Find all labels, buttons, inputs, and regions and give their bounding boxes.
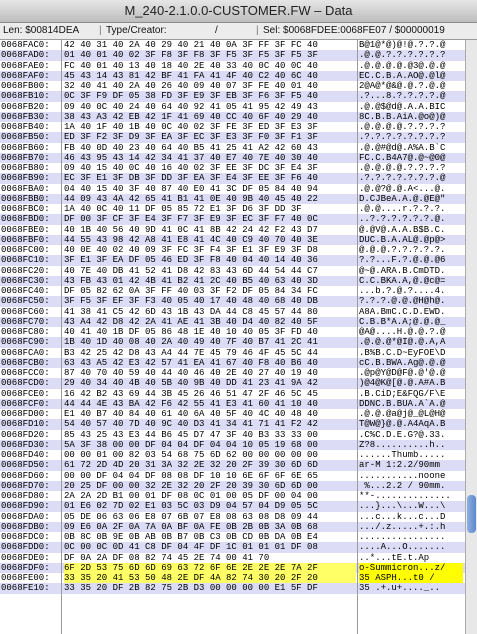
row-hex-bytes[interactable]: DF 05 82 62 0A 3F FF 40 03 3F F2 DF 05 84 34 FC bbox=[64, 286, 318, 296]
hex-row[interactable] bbox=[0, 409, 466, 419]
row-hex-bytes[interactable]: 63 43 A5 42 E3 42 57 41 EA 41 67 40 F8 40 B6 40 bbox=[64, 357, 318, 368]
row-hex-bytes[interactable]: 54 40 57 40 7D 40 9C 40 D3 41 34 41 71 41 F2 42 bbox=[64, 419, 318, 430]
row-ascii[interactable]: ....A...O....... bbox=[359, 542, 446, 553]
hex-row[interactable] bbox=[0, 91, 466, 101]
row-ascii[interactable]: ?.?.?.@.@.@H@h@. bbox=[359, 296, 446, 307]
hex-row[interactable] bbox=[0, 163, 466, 173]
row-address: 0068FC30: bbox=[1, 275, 50, 286]
row-hex-bytes[interactable]: 32 40 41 40 2A 40 26 40 09 40 07 3F FE 40 01 40 bbox=[64, 81, 318, 91]
row-ascii[interactable]: Z?8..........h.. bbox=[359, 439, 446, 450]
row-ascii[interactable]: .@.@....r.?.?.?. bbox=[359, 204, 446, 214]
hex-row[interactable] bbox=[0, 143, 466, 153]
row-address: 0068FDD0: bbox=[1, 542, 50, 553]
row-ascii[interactable]: ................ bbox=[359, 532, 446, 542]
row-address: 0068FD80: bbox=[1, 491, 50, 501]
hex-row[interactable] bbox=[0, 61, 466, 71]
row-ascii[interactable]: ?.?...F.?.@.@.@6 bbox=[359, 255, 446, 266]
row-ascii[interactable]: ..?.?.?.?.?.?.@. bbox=[359, 214, 446, 225]
row-hex-bytes[interactable]: 01 40 01 40 02 3F F8 3F F8 3F F5 3F F5 3F F5 3F bbox=[64, 50, 318, 61]
hex-row[interactable] bbox=[0, 583, 466, 593]
row-hex-bytes[interactable]: B3 42 25 42 D8 43 A4 44 7E 45 79 46 4F 45 5C 44 bbox=[64, 347, 318, 358]
row-address: 0068FC00: bbox=[1, 245, 50, 255]
hex-row[interactable] bbox=[0, 471, 466, 481]
row-ascii[interactable]: .@.@#@d@.A%A.B`C bbox=[359, 142, 446, 153]
row-hex-bytes[interactable]: 0C 00 0C 0D 41 C8 DF 04 4F DF 1C 01 01 01 DF 08 bbox=[64, 542, 318, 553]
row-ascii[interactable]: @.@.@.?.?.?.?.?. bbox=[359, 245, 446, 255]
row-hex-bytes[interactable]: 40 7E 40 DB 41 52 41 D8 42 83 43 6D 44 54 44 C7 bbox=[64, 265, 318, 276]
hex-row[interactable] bbox=[0, 358, 466, 368]
row-address: 0068FD50: bbox=[1, 460, 50, 471]
row-ascii[interactable]: .@.@?@.@.A<...@. bbox=[359, 183, 446, 194]
row-ascii[interactable]: .@p@Y@D@F@.@'@.@ bbox=[359, 368, 446, 378]
row-address: 0068FE00: bbox=[1, 573, 50, 583]
row-hex-bytes[interactable]: 5A 3F 38 00 00 DF 04 04 DF 04 04 10 05 19 68 00 bbox=[64, 439, 318, 450]
row-address: 0068FB20: bbox=[1, 101, 50, 112]
row-hex-bytes[interactable]: 61 72 2D 4D 20 31 3A 32 2E 32 20 2F 39 30 6D 6D bbox=[64, 460, 318, 471]
row-ascii[interactable]: T@W@}@.@.A4AqA.B bbox=[359, 419, 446, 430]
hex-rows[interactable] bbox=[0, 40, 466, 594]
row-ascii[interactable]: .@.@$@d@.A.A.BIC bbox=[359, 101, 446, 112]
hex-row[interactable] bbox=[0, 235, 466, 245]
row-ascii[interactable]: )@4@K@[@.@.A#A.B bbox=[359, 378, 446, 389]
hex-row[interactable] bbox=[0, 50, 466, 60]
row-ascii[interactable]: .C%C.D.E.G?@.33. bbox=[359, 429, 446, 440]
row-ascii[interactable]: .?...8.?.?.?.?.@ bbox=[359, 91, 446, 102]
row-address: 0068FBB0: bbox=[1, 193, 50, 204]
row-address: 0068FD00: bbox=[1, 409, 50, 419]
row-ascii[interactable]: .@.@.@.@.@3@.@.@ bbox=[359, 60, 446, 71]
row-hex-bytes[interactable]: 01 E6 02 7D 02 E1 03 5C 03 D9 04 57 04 D9 05 5C bbox=[64, 501, 318, 512]
row-address: 0068FCD0: bbox=[1, 378, 50, 389]
hex-row[interactable] bbox=[0, 450, 466, 460]
row-hex-bytes[interactable]: DF 0A 2A DF 08 82 74 45 2E 74 00 41 70 bbox=[64, 552, 270, 563]
row-hex-bytes[interactable]: 44 09 43 4A 42 65 41 B1 41 0E 40 9B 40 45 40 22 bbox=[64, 193, 318, 204]
hex-row[interactable] bbox=[0, 419, 466, 429]
hex-row[interactable] bbox=[0, 563, 466, 573]
hex-row[interactable] bbox=[0, 389, 466, 399]
row-address: 0068FD60: bbox=[1, 470, 50, 481]
row-ascii[interactable]: C.B.B*A.A;@.@.@_ bbox=[359, 316, 446, 327]
row-address: 0068FCB0: bbox=[1, 357, 50, 368]
hex-row[interactable] bbox=[0, 512, 466, 522]
hex-row[interactable] bbox=[0, 194, 466, 204]
row-hex-bytes[interactable]: 44 44 4E 43 BA 42 F6 42 55 41 E3 41 60 41 10 40 bbox=[64, 398, 318, 409]
row-address: 0068FD30: bbox=[1, 439, 50, 450]
row-address: 0068FD40: bbox=[1, 450, 50, 460]
row-hex-bytes[interactable]: 1A 40 1F 40 1B 40 0C 40 02 3F FE 3F ED 3F E3 3F bbox=[64, 122, 318, 132]
row-ascii[interactable]: o-Summicron...z/ bbox=[359, 563, 463, 573]
row-ascii[interactable]: .?.?.?.?.?.?.?.@ bbox=[359, 173, 446, 184]
hex-row[interactable] bbox=[0, 276, 466, 286]
row-address: 0068FB10: bbox=[1, 91, 50, 102]
row-address: 0068FB80: bbox=[1, 163, 50, 173]
hex-row[interactable] bbox=[0, 399, 466, 409]
row-hex-bytes[interactable]: 0C 3F F9 DF 05 38 FD 3F E9 3F EB 3F F6 3F F5 40 bbox=[64, 91, 318, 102]
hex-row[interactable] bbox=[0, 317, 466, 327]
hex-row[interactable] bbox=[0, 491, 466, 501]
hex-row[interactable] bbox=[0, 501, 466, 511]
row-address: 0068FDB0: bbox=[1, 521, 50, 532]
row-address: 0068FDC0: bbox=[1, 532, 50, 542]
row-address: 0068FAF0: bbox=[1, 70, 50, 81]
row-hex-bytes[interactable]: 16 42 B2 43 69 44 3B 45 26 46 51 47 2F 46 5C 45 bbox=[64, 388, 318, 399]
row-address: 0068FB90: bbox=[1, 173, 50, 184]
selection-readout: Sel: $0068FDEE:0068FE07 / $00000019 bbox=[263, 25, 445, 36]
row-address: 0068FC70: bbox=[1, 316, 50, 327]
row-address: 0068FCC0: bbox=[1, 368, 50, 378]
hex-row[interactable] bbox=[0, 112, 466, 122]
row-hex-bytes[interactable]: 38 43 A3 42 EB 42 1F 41 69 40 CC 40 6F 40 29 40 bbox=[64, 111, 318, 122]
row-hex-bytes[interactable]: 20 25 DF 00 00 32 2E 32 20 2F 20 39 30 6D 6D 00 bbox=[64, 480, 318, 491]
row-address: 0068FBE0: bbox=[1, 224, 50, 235]
row-address: 0068FB70: bbox=[1, 152, 50, 163]
hex-row[interactable] bbox=[0, 307, 466, 317]
row-hex-bytes[interactable]: 1B 40 1D 40 08 40 2A 40 49 40 7F 40 B7 41 2C 41 bbox=[64, 337, 318, 348]
row-ascii[interactable]: .?.?.?.?.?.?.?.? bbox=[359, 132, 446, 143]
row-address: 0068FAD0: bbox=[1, 50, 50, 61]
row-hex-bytes[interactable]: 3F E1 3F EA DF 05 46 ED 3F F8 40 04 40 14 40 36 bbox=[64, 255, 318, 266]
row-hex-bytes[interactable]: 45 43 14 43 81 42 BF 41 FA 41 4F 40 C2 40 6C 40 bbox=[64, 70, 318, 81]
row-hex-bytes[interactable]: 09 40 0C 40 24 40 64 40 92 41 05 41 95 42 49 43 bbox=[64, 101, 318, 112]
row-hex-bytes[interactable]: E1 40 B7 40 84 40 61 40 6A 40 5F 40 4C 40 48 40 bbox=[64, 409, 318, 419]
row-hex-bytes[interactable]: 6F 2D 53 75 6D 6D 69 63 72 6F 6E 2E 2E 2E 7A 2F bbox=[64, 563, 356, 573]
row-ascii[interactable]: DDNC.B.BUA.A`A.@ bbox=[359, 398, 446, 409]
row-ascii[interactable]: 2@A@*@&@.@.?.@.@ bbox=[359, 81, 446, 91]
hex-row[interactable] bbox=[0, 542, 466, 552]
row-address: 0068FD90: bbox=[1, 501, 50, 512]
hex-row[interactable] bbox=[0, 327, 466, 337]
row-address: 0068FCA0: bbox=[1, 347, 50, 358]
row-ascii[interactable]: .@.@.?.?.?.?.?.? bbox=[359, 50, 446, 61]
row-hex-bytes[interactable]: 3F F5 3F EF 3F F3 40 05 40 17 40 48 40 68 40 DB bbox=[64, 296, 318, 307]
row-ascii[interactable]: .B%B.C.D~EyFOE\D bbox=[359, 347, 446, 358]
scrollbar-thumb[interactable] bbox=[467, 495, 476, 533]
row-address: 0068FDE0: bbox=[1, 552, 50, 563]
row-hex-bytes[interactable]: FB 40 0D 40 23 40 64 40 B5 41 25 41 A2 42 60 43 bbox=[64, 142, 318, 153]
row-hex-bytes[interactable]: 1A 40 0C 40 11 DF 05 85 72 E1 3F D6 3F DD 3F bbox=[64, 204, 302, 214]
hex-row[interactable] bbox=[0, 255, 466, 265]
row-hex-bytes[interactable]: 40 1B 40 56 40 9D 41 0C 41 8B 42 24 42 F2 43 D7 bbox=[64, 224, 318, 235]
row-ascii[interactable]: .@.@.@.@.?.?.?.? bbox=[359, 122, 446, 132]
row-hex-bytes[interactable]: 33 35 20 41 53 50 48 2E DF 4A 82 74 30 20 2F 20 bbox=[64, 573, 356, 583]
hex-row[interactable] bbox=[0, 440, 466, 450]
hex-row[interactable] bbox=[0, 368, 466, 378]
row-ascii[interactable]: @A@....H.@.@.?.@ bbox=[359, 327, 446, 337]
row-address: 0068FBA0: bbox=[1, 183, 50, 194]
hex-row[interactable] bbox=[0, 132, 466, 142]
row-hex-bytes[interactable]: 41 38 41 C5 42 6D 43 1B 43 DA 44 C8 45 57 44 80 bbox=[64, 306, 318, 317]
type-creator-slash: / bbox=[215, 25, 218, 36]
address-divider bbox=[61, 40, 62, 634]
type-creator-label: Type/Creator: bbox=[106, 25, 167, 36]
row-address: 0068FBF0: bbox=[1, 234, 50, 245]
hex-row[interactable] bbox=[0, 573, 466, 583]
hex-row[interactable] bbox=[0, 71, 466, 81]
row-address: 0068FBD0: bbox=[1, 214, 50, 225]
row-ascii[interactable]: .@.@.@*@I@.@.A,A bbox=[359, 337, 446, 348]
hex-row[interactable] bbox=[0, 173, 466, 183]
row-hex-bytes[interactable]: 43 FB 43 01 42 4B 41 B2 41 2C 40 B5 40 63 40 3D bbox=[64, 275, 318, 286]
window-title: M_240-2.1.0.0-CUSTOMER.FW – Data bbox=[124, 3, 353, 18]
row-hex-bytes[interactable]: 43 A4 42 D8 42 2A 41 AE 41 3B 40 D4 40 82 40 5F bbox=[64, 316, 318, 327]
row-address: 0068FBC0: bbox=[1, 204, 50, 214]
row-hex-bytes[interactable]: 40 41 40 1B DF 05 86 48 1E 40 10 40 05 3F FD 40 bbox=[64, 327, 318, 337]
row-address: 0068FC20: bbox=[1, 265, 50, 276]
row-address: 0068FC50: bbox=[1, 296, 50, 307]
hex-row[interactable] bbox=[0, 522, 466, 532]
row-hex-bytes[interactable]: 05 DE 06 63 06 E8 07 6B 07 E8 08 63 08 D8 09 44 bbox=[64, 511, 318, 522]
row-ascii[interactable]: A8A.BmC.C.D.EWD. bbox=[359, 306, 446, 317]
row-hex-bytes[interactable]: 29 40 34 40 4B 40 5B 40 9B 40 DD 41 23 41 9A 42 bbox=[64, 378, 318, 389]
hex-row[interactable] bbox=[0, 245, 466, 255]
row-address: 0068FB50: bbox=[1, 132, 50, 143]
hex-row[interactable] bbox=[0, 348, 466, 358]
hex-row[interactable] bbox=[0, 286, 466, 296]
hex-view[interactable] bbox=[0, 40, 477, 634]
row-ascii[interactable]: ......Thumb..... bbox=[359, 450, 446, 460]
row-address: 0068FD10: bbox=[1, 419, 50, 430]
row-address: 0068FDF0: bbox=[1, 562, 50, 573]
row-hex-bytes[interactable]: 87 40 70 40 59 40 44 40 46 40 2E 40 27 40 19 40 bbox=[64, 368, 318, 378]
vertical-scrollbar[interactable] bbox=[465, 40, 477, 634]
row-ascii[interactable]: 35 .+.u+...._.. bbox=[359, 583, 441, 594]
info-bar bbox=[0, 23, 477, 40]
row-address: 0068FC60: bbox=[1, 306, 50, 317]
hex-row[interactable] bbox=[0, 296, 466, 306]
hex-row[interactable] bbox=[0, 204, 466, 214]
row-address: 0068FC80: bbox=[1, 327, 50, 337]
row-address: 0068FAE0: bbox=[1, 60, 50, 71]
hex-row[interactable] bbox=[0, 337, 466, 347]
hex-row[interactable] bbox=[0, 40, 466, 50]
row-ascii[interactable]: ...}...\...W...\ bbox=[359, 501, 446, 512]
row-address: 0068FAC0: bbox=[1, 40, 50, 50]
row-hex-bytes[interactable]: DF 00 3F CF 3F E4 3F F7 3F E9 3F EC 3F F7 40 0C bbox=[64, 214, 318, 225]
row-hex-bytes[interactable]: 09 E6 0A 2F 0A 7A 0A BF 0A FE 0B 2B 0B 3A 0B 68 bbox=[64, 521, 318, 532]
row-hex-bytes[interactable]: 33 35 20 DF 2B 82 75 2B D3 00 00 00 00 E1 5F DF bbox=[64, 583, 318, 594]
row-hex-bytes[interactable]: 44 55 43 98 42 A8 41 E8 41 4C 40 C9 40 70 40 3E bbox=[64, 234, 318, 245]
row-hex-bytes[interactable]: FC 40 01 40 13 40 18 40 2E 40 33 40 0C 40 0C 40 bbox=[64, 60, 318, 71]
row-ascii[interactable]: **-.............. bbox=[359, 491, 451, 501]
row-ascii[interactable]: ..*...tE.t.Ap bbox=[359, 552, 430, 563]
hex-row[interactable] bbox=[0, 430, 466, 440]
row-ascii[interactable]: cC.B.BWA.Ag@.@.@ bbox=[359, 357, 446, 368]
hex-row[interactable] bbox=[0, 266, 466, 276]
row-hex-bytes[interactable]: 40 0E 40 02 40 09 3F FC 3F F4 3F E1 3F E9 3F D8 bbox=[64, 245, 318, 255]
hex-row[interactable] bbox=[0, 460, 466, 470]
row-ascii[interactable]: ...c...k...c...D bbox=[359, 511, 446, 522]
row-ascii[interactable]: 8C.B.B.AiA.@o@)@ bbox=[359, 111, 446, 122]
hex-row[interactable] bbox=[0, 553, 466, 563]
row-address: 0068FD70: bbox=[1, 480, 50, 491]
length-readout: Len: $00814DEA bbox=[3, 25, 80, 36]
hex-row[interactable] bbox=[0, 81, 466, 91]
row-hex-bytes[interactable]: 00 00 DF 04 04 DF 08 08 DF 10 10 6E 6F 6F 6E 65 bbox=[64, 470, 318, 481]
separator: | bbox=[99, 25, 102, 36]
row-address: 0068FDA0: bbox=[1, 511, 50, 522]
row-address: 0068FC10: bbox=[1, 255, 50, 266]
row-ascii[interactable]: @~@.ARA.B.CmDTD. bbox=[359, 265, 446, 276]
row-hex-bytes[interactable]: 85 43 25 43 E3 44 B6 45 D7 47 3F 40 B3 33 33 00 bbox=[64, 429, 318, 440]
row-hex-bytes[interactable]: 42 40 31 40 2A 40 29 40 21 40 0A 3F FF 3F FC 40 bbox=[64, 40, 318, 50]
window-title-bar[interactable] bbox=[0, 0, 477, 23]
row-ascii[interactable]: %...2.2 / 90mm. bbox=[359, 480, 446, 491]
hex-row[interactable] bbox=[0, 225, 466, 235]
ascii-divider bbox=[357, 40, 358, 634]
row-hex-bytes[interactable]: EC 3F E1 3F DB 3F DD 3F EA 3F E4 3F EE 3F F6 40 bbox=[64, 173, 318, 184]
row-ascii[interactable]: .@.@.@a@j@_@L@H@ bbox=[359, 409, 446, 419]
row-hex-bytes[interactable]: 09 40 15 40 0C 40 16 40 02 3F EE 3F DC 3F E4 3F bbox=[64, 163, 318, 173]
hex-row[interactable] bbox=[0, 153, 466, 163]
row-address: 0068FB00: bbox=[1, 81, 50, 91]
row-hex-bytes[interactable]: 0B 8C 0B 9E 0B AB 0B B7 0B C3 0B CD 0B DA 0B E4 bbox=[64, 532, 318, 542]
row-address: 0068FE10: bbox=[1, 583, 50, 594]
row-ascii[interactable]: 35 ASPH...t0 / bbox=[359, 573, 463, 583]
hex-row[interactable] bbox=[0, 481, 466, 491]
hex-row[interactable] bbox=[0, 214, 466, 224]
row-ascii[interactable]: .@.@.@.@.?.?.?.? bbox=[359, 163, 446, 173]
row-ascii[interactable]: ar-M 1:2.2/90mm bbox=[359, 460, 441, 471]
row-address: 0068FCE0: bbox=[1, 388, 50, 399]
row-ascii[interactable]: C.C.BKA.A,@.@c@= bbox=[359, 275, 446, 286]
row-address: 0068FCF0: bbox=[1, 398, 50, 409]
row-address: 0068FB60: bbox=[1, 142, 50, 153]
row-ascii[interactable]: FC.C.B4A7@.@~@0@ bbox=[359, 152, 446, 163]
hex-row[interactable] bbox=[0, 378, 466, 388]
row-address: 0068FB40: bbox=[1, 122, 50, 132]
hex-row[interactable] bbox=[0, 122, 466, 132]
row-hex-bytes[interactable]: 2A 2A 2D B1 00 01 DF 08 0C 01 00 05 DF 00 04 00 bbox=[64, 491, 318, 501]
row-hex-bytes[interactable]: 04 40 15 40 3F 40 87 40 E0 41 3C DF 05 84 40 94 bbox=[64, 183, 318, 194]
row-address: 0068FD20: bbox=[1, 429, 50, 440]
row-ascii[interactable]: .../.z.....+.:.h bbox=[359, 521, 446, 532]
row-address: 0068FC40: bbox=[1, 286, 50, 296]
row-ascii[interactable]: DUC.B.A.AL@.@p@> bbox=[359, 234, 446, 245]
row-ascii[interactable]: @.@V@.A.A.B$B.C. bbox=[359, 224, 446, 235]
row-address: 0068FB30: bbox=[1, 111, 50, 122]
row-hex-bytes[interactable]: 00 00 01 00 82 03 54 68 75 6D 62 00 00 00 00 00 bbox=[64, 450, 318, 460]
row-ascii[interactable]: D.CJBeA.A.@.@E@" bbox=[359, 193, 446, 204]
row-address: 0068FC90: bbox=[1, 337, 50, 348]
hex-row[interactable] bbox=[0, 532, 466, 542]
row-hex-bytes[interactable]: 46 43 95 43 14 42 34 41 37 40 E7 40 7E 40 30 40 bbox=[64, 152, 318, 163]
row-ascii[interactable]: ...........noone bbox=[359, 470, 446, 481]
hex-row[interactable] bbox=[0, 184, 466, 194]
separator: | bbox=[256, 25, 259, 36]
hex-row[interactable] bbox=[0, 102, 466, 112]
row-hex-bytes[interactable]: ED 3F F2 3F D9 3F EA 3F EC 3F E3 3F F0 3F F1 3F bbox=[64, 132, 318, 143]
row-ascii[interactable]: B@1@*@)@!@.?.?.@ bbox=[359, 40, 446, 50]
row-ascii[interactable]: EC.C.B.A.AO@.@l@ bbox=[359, 70, 446, 81]
row-ascii[interactable]: .B.CiD;E&FQG/F\E bbox=[359, 388, 446, 399]
row-ascii[interactable]: ...b.?.@.?....4. bbox=[359, 286, 446, 296]
